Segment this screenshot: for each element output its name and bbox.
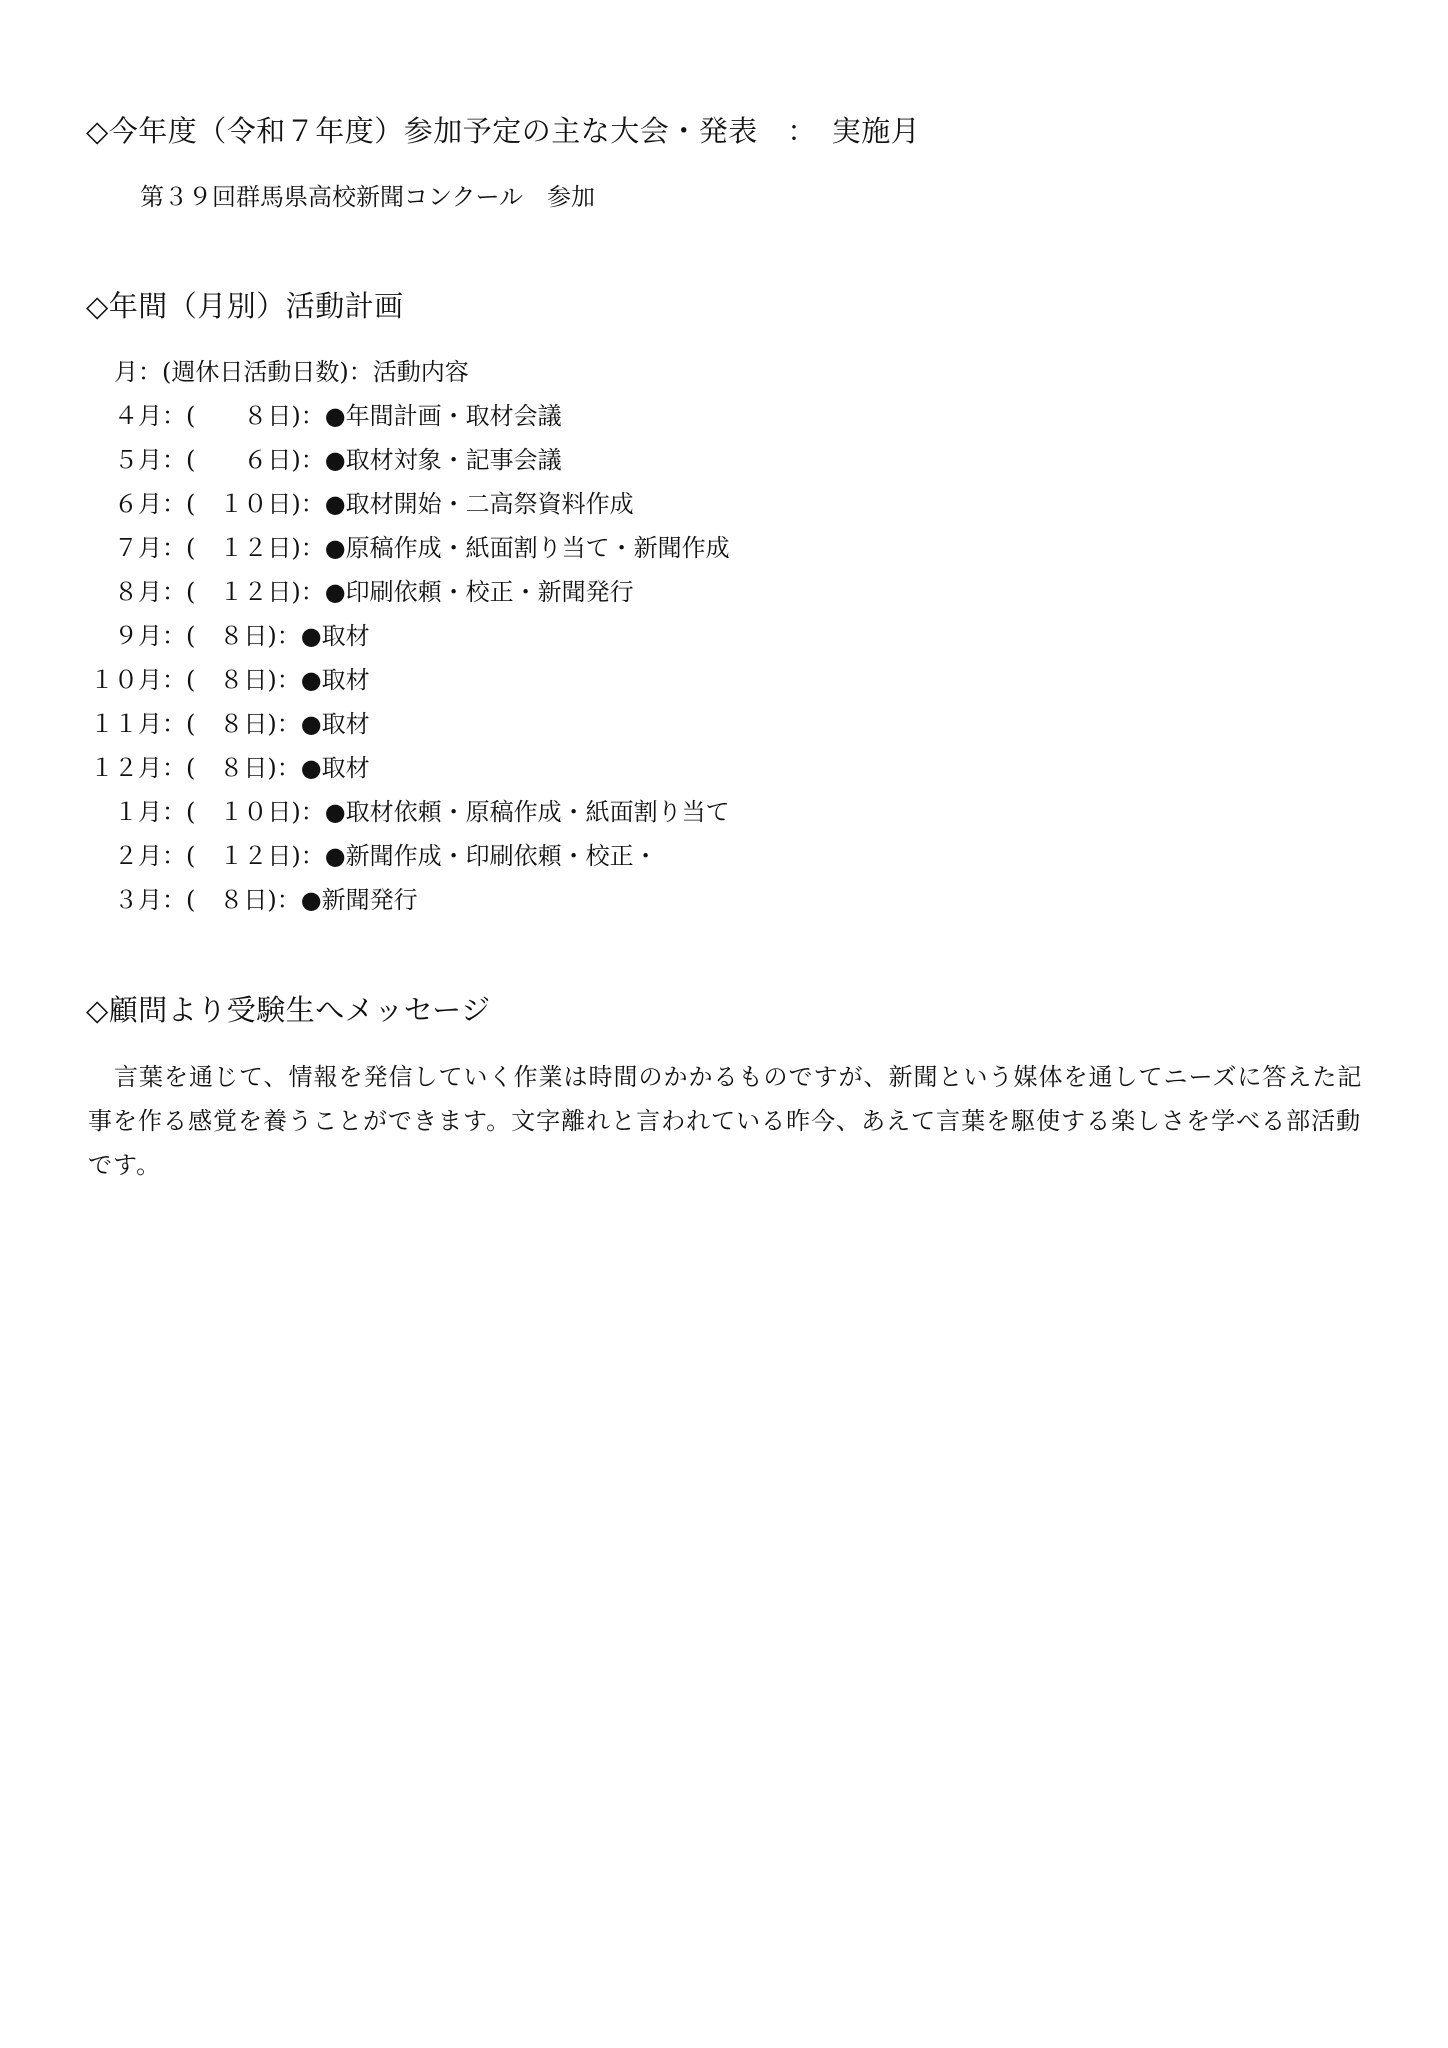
schedule-row-october: １０月：( ８日)：●取材 — [90, 666, 370, 694]
schedule-row-september: ９月：( ８日)：●取材 — [90, 622, 370, 650]
event-item: 第３９回群馬県高校新聞コンクール 参加 — [140, 183, 596, 211]
schedule-header: 月：(週休日活動日数)：活動内容 — [114, 358, 469, 386]
message-heading: ◇顧問より受験生へメッセージ — [86, 993, 491, 1027]
schedule-row-december: １２月：( ８日)：●取材 — [90, 754, 370, 782]
events-heading: ◇今年度（令和７年度）参加予定の主な大会・発表 ： 実施月 — [86, 114, 921, 148]
schedule-heading: ◇年間（月別）活動計画 — [86, 289, 404, 323]
schedule-row-may: ５月：( ６日)：●取材対象・記事会議 — [90, 446, 562, 474]
schedule-row-april: ４月：( ８日)：●年間計画・取材会議 — [90, 402, 562, 430]
advisor-message: 言葉を通じて、情報を発信していく作業は時間のかかるものですが、新聞という媒体を通してニーズに答えた記事を作る感覚を養うことができます。文字離れと言われている昨今、あえて言葉を駆使する楽しさを学べる部活動です。 — [88, 1063, 1363, 1179]
schedule-row-february: ２月：( １２日)：●新聞作成・印刷依頼・校正・ — [90, 842, 658, 870]
schedule-row-july: ７月：( １２日)：●原稿作成・紙面割り当て・新聞作成 — [90, 534, 730, 562]
schedule-row-june: ６月：( １０日)：●取材開始・二高祭資料作成 — [90, 490, 634, 518]
schedule-row-march: ３月：( ８日)：●新聞発行 — [90, 886, 418, 914]
schedule-list — [90, 357, 730, 929]
schedule-row-january: １月：( １０日)：●取材依頼・原稿作成・紙面割り当て — [90, 798, 730, 826]
schedule-row-august: ８月：( １２日)：●印刷依頼・校正・新聞発行 — [90, 578, 634, 606]
schedule-row-november: １１月：( ８日)：●取材 — [90, 710, 370, 738]
